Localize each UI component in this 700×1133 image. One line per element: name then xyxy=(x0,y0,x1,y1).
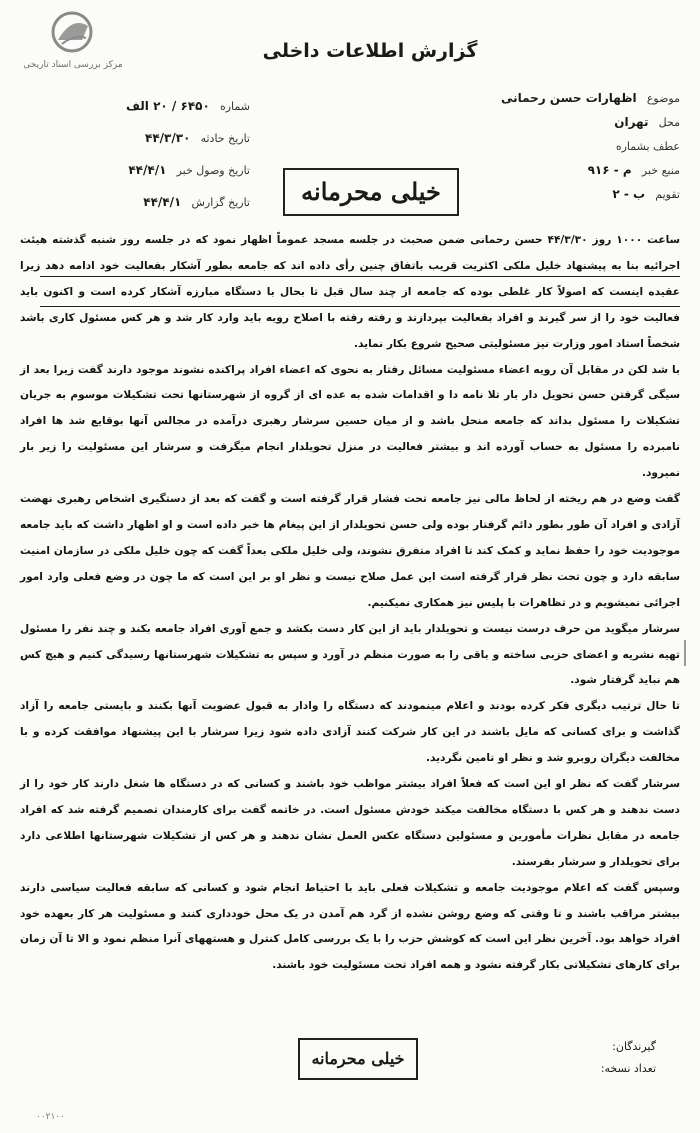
archive-logo xyxy=(18,10,128,80)
footer-fields xyxy=(601,1036,656,1080)
body-paragraph: تا حال ترتیب دیگری فکر کرده بودند و اعلام مینمودند که دستگاه را وادار به قبول عضویت آنها بکنند و بایستی جامعه را آزاد گذاشت و برای کسانی که مایل باشند در این کار شرکت کنند آزادی داده شود زیرا سرشار با این پیشنهاد موافقت کرده و با مخالفت دیگران روبرو شد و نظر او تامین نگردید. xyxy=(20,700,680,765)
report-date-row xyxy=(60,186,250,218)
page-mark: ۰۰۲۱۰۰ xyxy=(36,1112,66,1122)
source-value: م - ۹۱۶ xyxy=(587,163,632,177)
receipt-date-value: ۴۴/۴/۱ xyxy=(128,163,167,177)
footer-classification-stamp: خیلی محرمانه xyxy=(298,1038,418,1080)
number-row xyxy=(60,90,250,122)
receivers-row xyxy=(601,1036,656,1058)
body-paragraph: سرشار میگوید من حرف درست نیست و تحویلدار باید از این کار دست بکشد و جمع آوری افراد جامعه بکند و چند نفر را مسئول تهیه نشریه و اعضای حزبی ساخته و باقی را به صورت منظم در آورد و سپس به تشکیلات شهرستانها رسیدگی کنیم و هیچ کس هم نباید گرفتار شود. xyxy=(20,622,680,687)
place-value: تهران xyxy=(614,115,649,129)
underline-mark xyxy=(40,276,680,277)
body-paragraph: سرشار گفت که نظر او این است که فعلاً افراد بیشتر مواظب خود باشند و کسانی که در دستگاه ها شغل دارند کار خود را از دست ندهند و هر کس با دستگاه مخالفت میکند خودش مسئول است. در خاتمه گفت برای کارمندان تصمیم گرفته شد که افراد جامعه در مقابل نظرات مأمورین و مسئولین دستگاه عکس العمل نشان ندهند و هر کس از تشکیلات شهرستانها اطلاعی دارد برای تحویلدار و سرشار بفرستد. xyxy=(20,778,680,868)
body-paragraph: وسپس گفت که اعلام موجودیت جامعه و تشکیلات فعلی باید با احتیاط انجام شود و کسانی که سابقه فعالیت سیاسی دارند بیشتر مراقب باشند و تا وقتی که وضع روشن نشده از گرد هم آمدن در یک محل خودداری کنند و مسئولیت هر کار بعهده خود افراد خواهد بود. آخرین نظر این است که کوشش حزب را با یک بررسی کامل کنترل و هستههای آنرا منظم نمود و الا تا آن زمان برای کارهای تشکیلاتی بکار گرفته نشود و همه افراد تحت مسئولیت خود باشند. xyxy=(20,881,680,972)
copies-label: تعداد نسخه: xyxy=(600,1062,656,1075)
document-title: گزارش اطلاعات داخلی xyxy=(262,40,478,62)
report-date-value: ۴۴/۴/۱ xyxy=(143,195,182,209)
subject-label: موضوع xyxy=(646,92,680,105)
receivers-label: گیرندگان: xyxy=(612,1040,656,1053)
body-paragraph: ساعت ۱۰۰۰ روز ۴۴/۳/۳۰ حسن رحمانی ضمن صحبت در جلسه مسجد عموماً اظهار نمود که در جلسه روز شنبه گذشته هیئت اجرائیه بنا به پیشنهاد خلیل ملکی اکثریت قریب باتفاق چنین رأی داده اند که جامعه بطور آشکار بفعالیت خود ادامه دهد زیرا عقیده اینست که اصولاً کار غلطی بوده که جامعه از چند سال قبل تا بحال با دستگاه مبارزه آشکار کرده است و اکنون باید فعالیت خود را از سر گیرند و افراد بفعالیت بپردازند و رفته رفته با اصلاح رویه باید وارد کار شد و هر کس مسئول کاری باشد شخصاً استاد امور وزارت نیز مسئولیتی صحیح شروع بکار نماید. xyxy=(20,234,680,350)
event-date-label: تاریخ حادثه xyxy=(200,132,250,145)
report-body xyxy=(20,228,680,979)
rating-value: ب - ۲ xyxy=(612,187,646,201)
margin-mark xyxy=(684,640,686,666)
body-paragraph: با شد لکن در مقابل آن رویه اعضاء مسئولیت مسائل رفتار به نحوی که اعضاء افراد پراکنده نشوند موجود دارند گفت زیرا بعد از سیگی گرفتن حسن تحویل دار بار تلا نامه دا و اقدامات شده به عده ای از گروه از شهرستانها تحت تشکیلات موسوم به جریان تشکیلات را مسئول بداند که جامعه منحل باشد و از میان حسین سرشار رهبری درآمده در مجالس آنها بوقایع شد ها افراد نامبرده را مسئول به حساب آورده اند و بیشتر فعالیت در منزل تحویلدار انجام میگرفت و سرشار این مسئولیت را زیر بار نمیرود. xyxy=(20,363,680,480)
rating-label: تقویم xyxy=(655,188,680,201)
event-date-value: ۴۴/۳/۳۰ xyxy=(145,131,191,145)
archive-logo-text: مرکز بررسی اسناد تاریخی xyxy=(23,60,123,70)
ref-row xyxy=(350,134,680,158)
number-value: ۶۴۵۰ / ۲۰ الف xyxy=(126,99,210,113)
header-left-fields xyxy=(60,90,250,218)
underline-mark xyxy=(40,306,680,307)
archive-logo-icon xyxy=(42,10,102,56)
receipt-date-label: تاریخ وصول خبر xyxy=(176,164,250,177)
subject-value: اظهارات حسن رحمانی xyxy=(500,91,637,105)
ref-label: عطف بشماره xyxy=(615,140,680,153)
place-label: محل xyxy=(658,116,680,129)
classification-stamp: خیلی محرمانه xyxy=(283,168,459,216)
receipt-date-row xyxy=(60,154,250,186)
event-date-row xyxy=(60,122,250,154)
place-row xyxy=(350,110,680,134)
body-paragraph: گفت وضع در هم ریخته از لحاظ مالی نیز جامعه تحت فشار قرار گرفته است و گفت که بعد از دستگیری اشخاص رهبری نهضت آزادی و افراد آن طور بطور دائم گرفتار بوده ولی حسن تحویلدار از این پیغام ها خبر داده است و او اظهار داشت که باید جامعه موجودیت خود را حفظ نماید و کمک کند تا افراد متفرق نشوند، ولی خلیل ملکی بعداً گفت که چون خلیل ملکی در سازمان امنیت سابقه دارد و چون تحت نظر قرار گرفته است این عمل صلاح نیست و نظر او بر این است که ما چون در وضع فعلی وارد امور اجرائی نمیشویم و در تظاهرات با پلیس نیز همکاری نمیکنیم. xyxy=(20,493,680,609)
copies-row xyxy=(601,1058,656,1080)
report-date-label: تاریخ گزارش xyxy=(191,196,250,209)
number-label: شماره xyxy=(219,100,250,113)
subject-row xyxy=(350,86,680,110)
source-label: منبع خبر xyxy=(641,164,680,177)
